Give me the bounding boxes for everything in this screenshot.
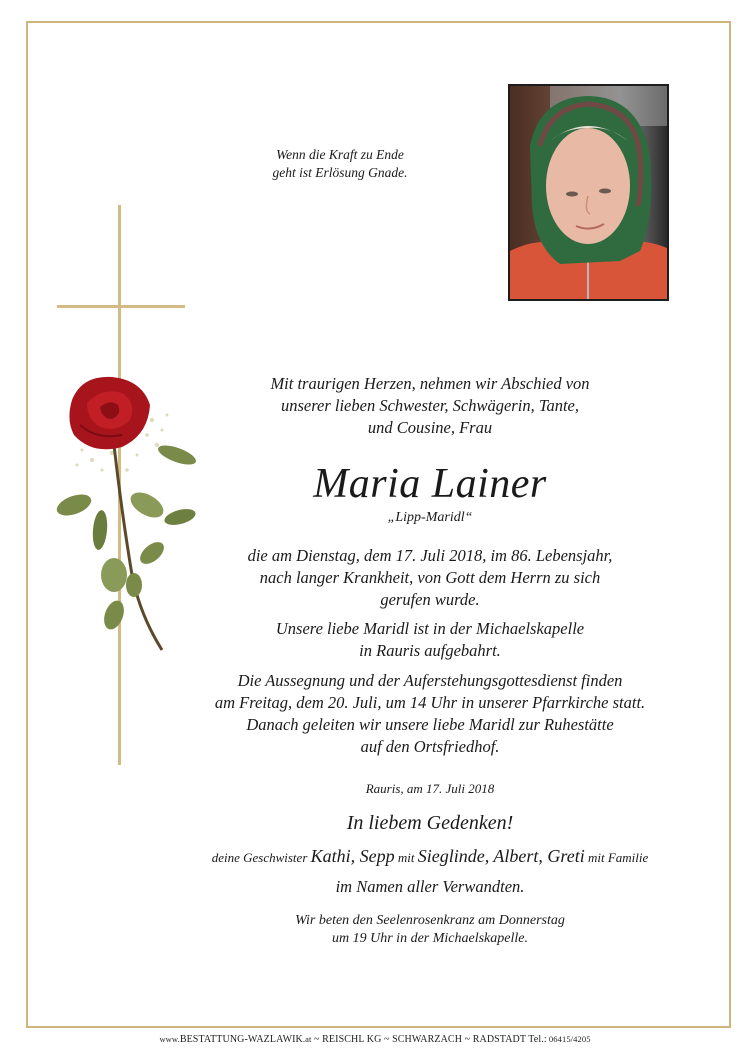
family-mit: mit [394,850,418,865]
funeral-home-footer [0,1034,750,1045]
laid-out-line: Unsere liebe Maridl ist in der Michaelskapelle [275,619,585,638]
deceased-nickname: „Lipp-Maridl“ [387,510,473,525]
laid-out-paragraph [160,618,700,662]
family-mourners [160,846,700,868]
place-and-date: Rauris, am 17. Juli 2018 [365,781,495,796]
intro-line: und Cousine, Frau [367,418,493,437]
death-line: gerufen wurde. [380,590,480,609]
verse-line: geht ist Erlösung Gnade. [272,165,408,180]
service-paragraph [160,670,700,758]
deceased-name: Maria Lainer [313,461,547,507]
footer-phone: 06415/4205 [546,1034,591,1044]
verse-line: Wenn die Kraft zu Ende [276,147,404,162]
relatives-line: im Namen aller Verwandten. [335,877,525,896]
death-line: die am Dienstag, dem 17. Juli 2018, im 86. Lebensjahr, [247,546,613,565]
footer-company: ~ REISCHL KG ~ SCHWARZACH ~ RADSTADT Tel.: [311,1034,547,1045]
portrait-photo [508,84,669,301]
closing-phrase: In liebem Gedenken! [346,812,514,834]
death-paragraph [160,545,700,611]
family-suffix: mit Familie [584,850,649,865]
service-line: am Freitag, dem 20. Juli, um 14 Uhr in unserer Pfarrkirche statt. [214,693,646,712]
intro-text [160,373,700,439]
family-names-1: Kathi, Sepp [310,846,395,866]
service-line: Die Aussegnung und der Auferstehungsgottesdienst finden [237,671,623,690]
family-prefix: deine Geschwister [211,850,311,865]
rosary-notice [160,912,700,948]
portrait-illustration [510,86,667,299]
footer-www: www. [159,1034,180,1044]
service-line: Danach geleiten wir unsere liebe Maridl zur Ruhestätte [246,715,614,734]
family-names-2: Sieglinde, Albert, Greti [417,846,585,866]
intro-line: unserer lieben Schwester, Schwägerin, Tante, [280,396,580,415]
footer-tld: .at [302,1034,312,1044]
service-line: auf den Ortsfriedhof. [360,737,500,756]
cross-horizontal-bar [57,305,185,308]
rosary-line: Wir beten den Seelenrosenkranz am Donnerstag [295,913,565,928]
laid-out-line: in Rauris aufgebahrt. [359,641,501,660]
memorial-verse [240,146,440,182]
footer-domain: BESTATTUNG-WAZLAWIK [179,1034,303,1045]
death-line: nach langer Krankheit, von Gott dem Herrn zu sich [259,568,601,587]
intro-line: Mit traurigen Herzen, nehmen wir Abschied von [270,374,590,393]
rosary-line: um 19 Uhr in der Michaelskapelle. [332,931,528,946]
